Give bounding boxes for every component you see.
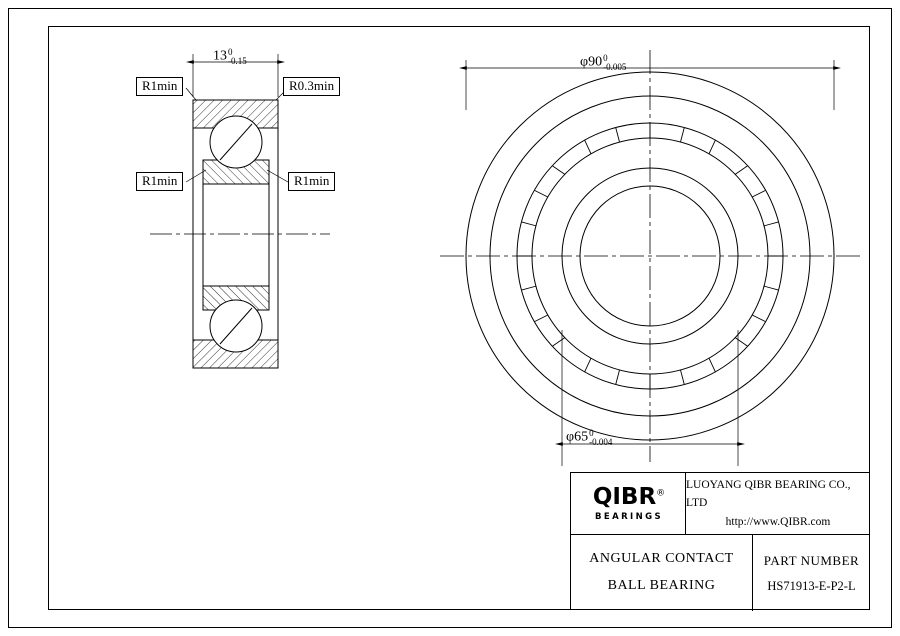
logo-subtitle: BEARINGS bbox=[595, 511, 663, 522]
chamfer-label-mid-right: R1min bbox=[288, 172, 335, 191]
product-name-line2: BALL BEARING bbox=[607, 578, 716, 593]
chamfer-label-top-left: R1min bbox=[136, 77, 183, 96]
part-number-value: HS71913-E-P2-L bbox=[767, 578, 856, 593]
dimension-outer-diameter: φ90 0 -0.005 bbox=[580, 53, 627, 73]
product-name bbox=[571, 535, 753, 611]
title-block-header bbox=[571, 473, 870, 535]
logo-text: QIBR® bbox=[592, 483, 666, 510]
product-name-line1: ANGULAR CONTACT bbox=[589, 551, 734, 567]
company-url: http://www.QIBR.com bbox=[725, 515, 831, 528]
company-name: LUOYANG QIBR BEARING CO., LTD bbox=[686, 478, 851, 510]
dimension-bore-diameter: φ65 0 -0.004 bbox=[566, 428, 613, 448]
title-block-body bbox=[571, 535, 870, 611]
chamfer-label-top-right: R0.3min bbox=[283, 77, 340, 96]
dimension-width: 13 0 -0.15 bbox=[213, 47, 247, 67]
company-info bbox=[686, 476, 870, 531]
company-logo bbox=[571, 473, 686, 534]
part-number-label: PART NUMBER bbox=[763, 552, 860, 568]
part-number-block bbox=[753, 535, 870, 611]
chamfer-label-mid-left: R1min bbox=[136, 172, 183, 191]
registered-mark-icon: ® bbox=[656, 487, 666, 498]
title-block bbox=[570, 472, 870, 610]
